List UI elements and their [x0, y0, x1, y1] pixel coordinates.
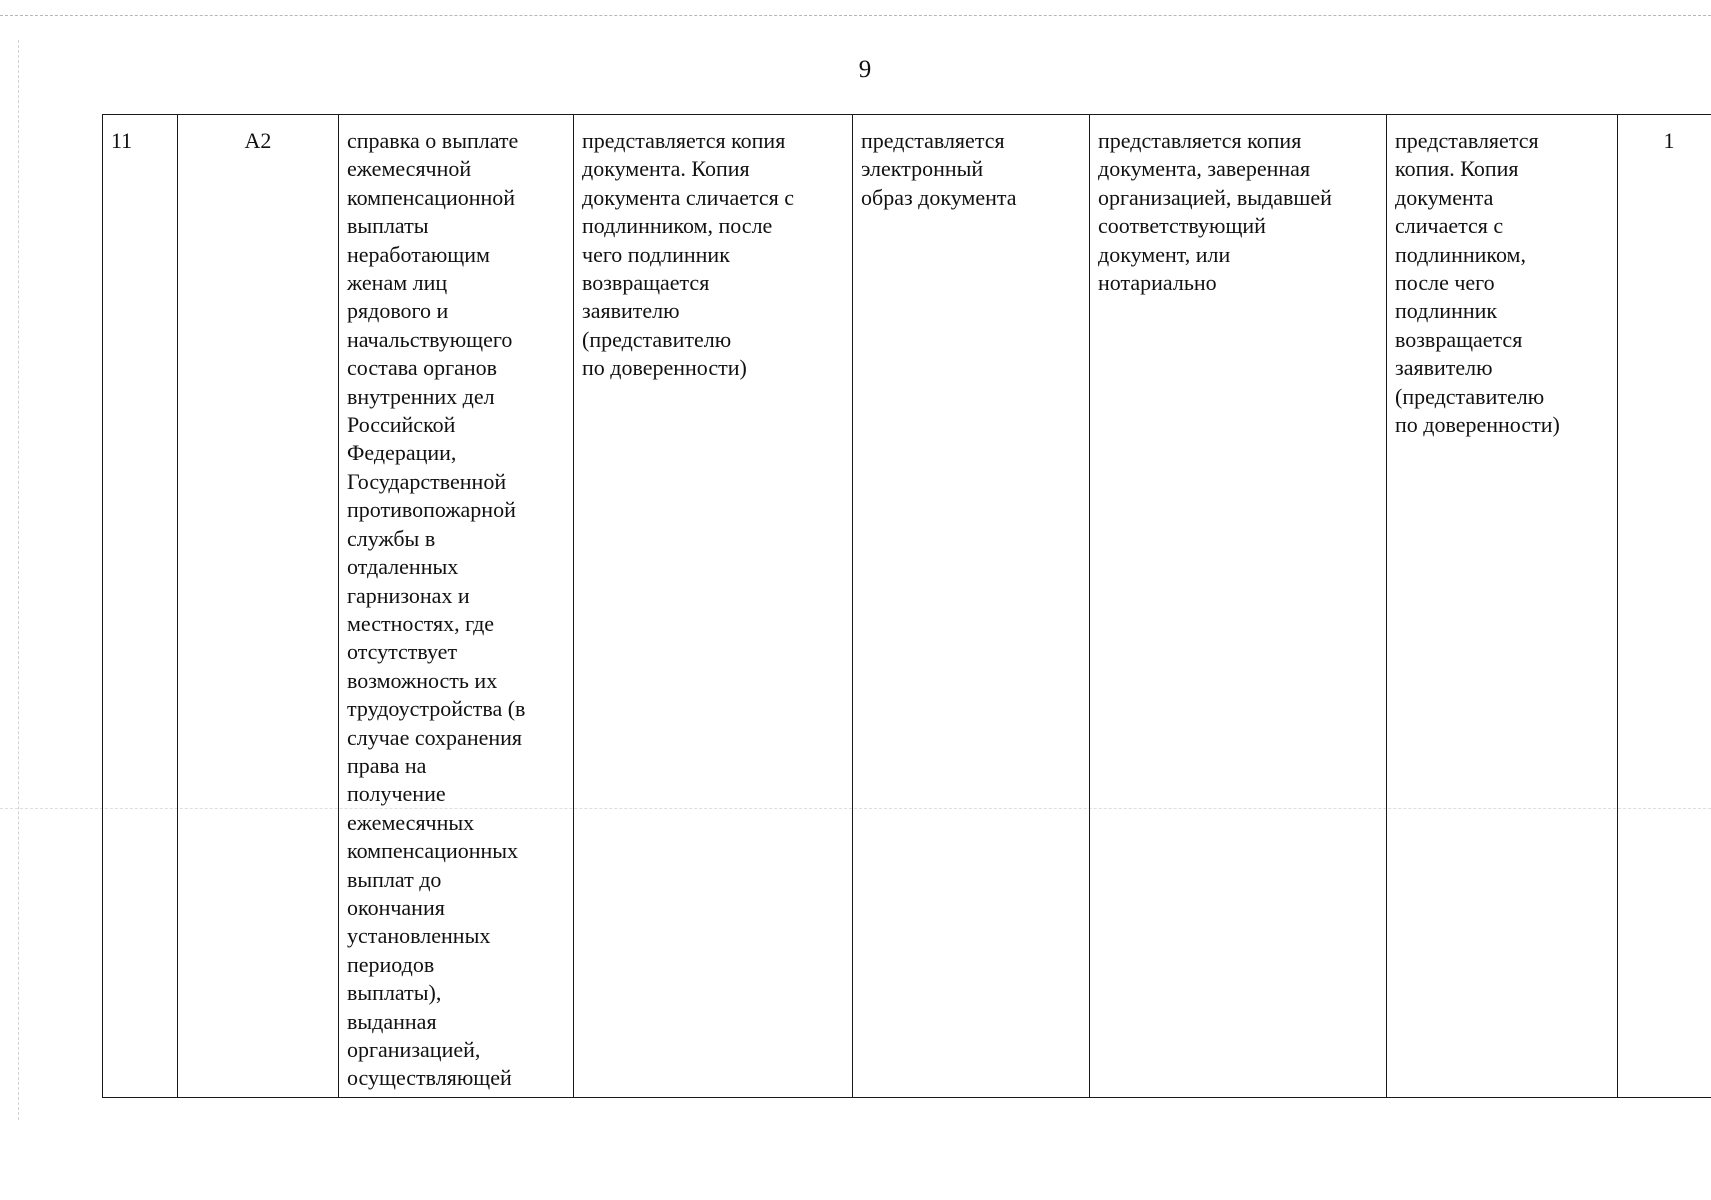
- submission-electronic: представляется электронный образ документа: [861, 128, 1017, 210]
- document-name-cell: [339, 115, 574, 1098]
- scan-artifact-top-line: [0, 15, 1711, 16]
- row-index: 11: [111, 128, 133, 153]
- submission-by-mail-cell: [1090, 115, 1387, 1098]
- row-index-cell: [103, 115, 178, 1098]
- row-code-cell: [178, 115, 339, 1098]
- quantity: 1: [1663, 128, 1675, 153]
- submission-in-person-cell: [574, 115, 853, 1098]
- table-row: [103, 115, 1711, 1098]
- quantity-cell: [1618, 115, 1711, 1098]
- row-code: A2: [244, 128, 272, 153]
- document-table: [102, 114, 1711, 1098]
- document-name: справка о выплате ежемесячной компенсационной выплаты неработающим женам лиц рядового и начальствующего состава органов внутренних дел Российской Федерации, Государственной противопожарной службы в отдаленных гарнизонах и местностях, где отсутствует возможность их трудоустройства (в случае сохранения права на получение ежемесячных компенсационных выплат до окончания установленных периодов выплаты), выданная организацией, осуществляющей: [347, 128, 526, 1091]
- submission-electronic-cell: [853, 115, 1090, 1098]
- submission-mfc-cell: [1387, 115, 1618, 1098]
- submission-mfc: представляется копия. Копия документа сличается с подлинником, после чего подлинник возвращается заявителю (представителю по доверенности): [1395, 128, 1560, 438]
- page-number: 9: [858, 56, 872, 83]
- submission-by-mail: представляется копия документа, заверенная организацией, выдавшей соответствующий документ, или нотариально: [1098, 128, 1332, 296]
- scan-artifact-left-line: [18, 40, 19, 1120]
- submission-in-person: представляется копия документа. Копия документа сличается с подлинником, после чего подлинник возвращается заявителю (представителю по доверенности): [582, 128, 795, 381]
